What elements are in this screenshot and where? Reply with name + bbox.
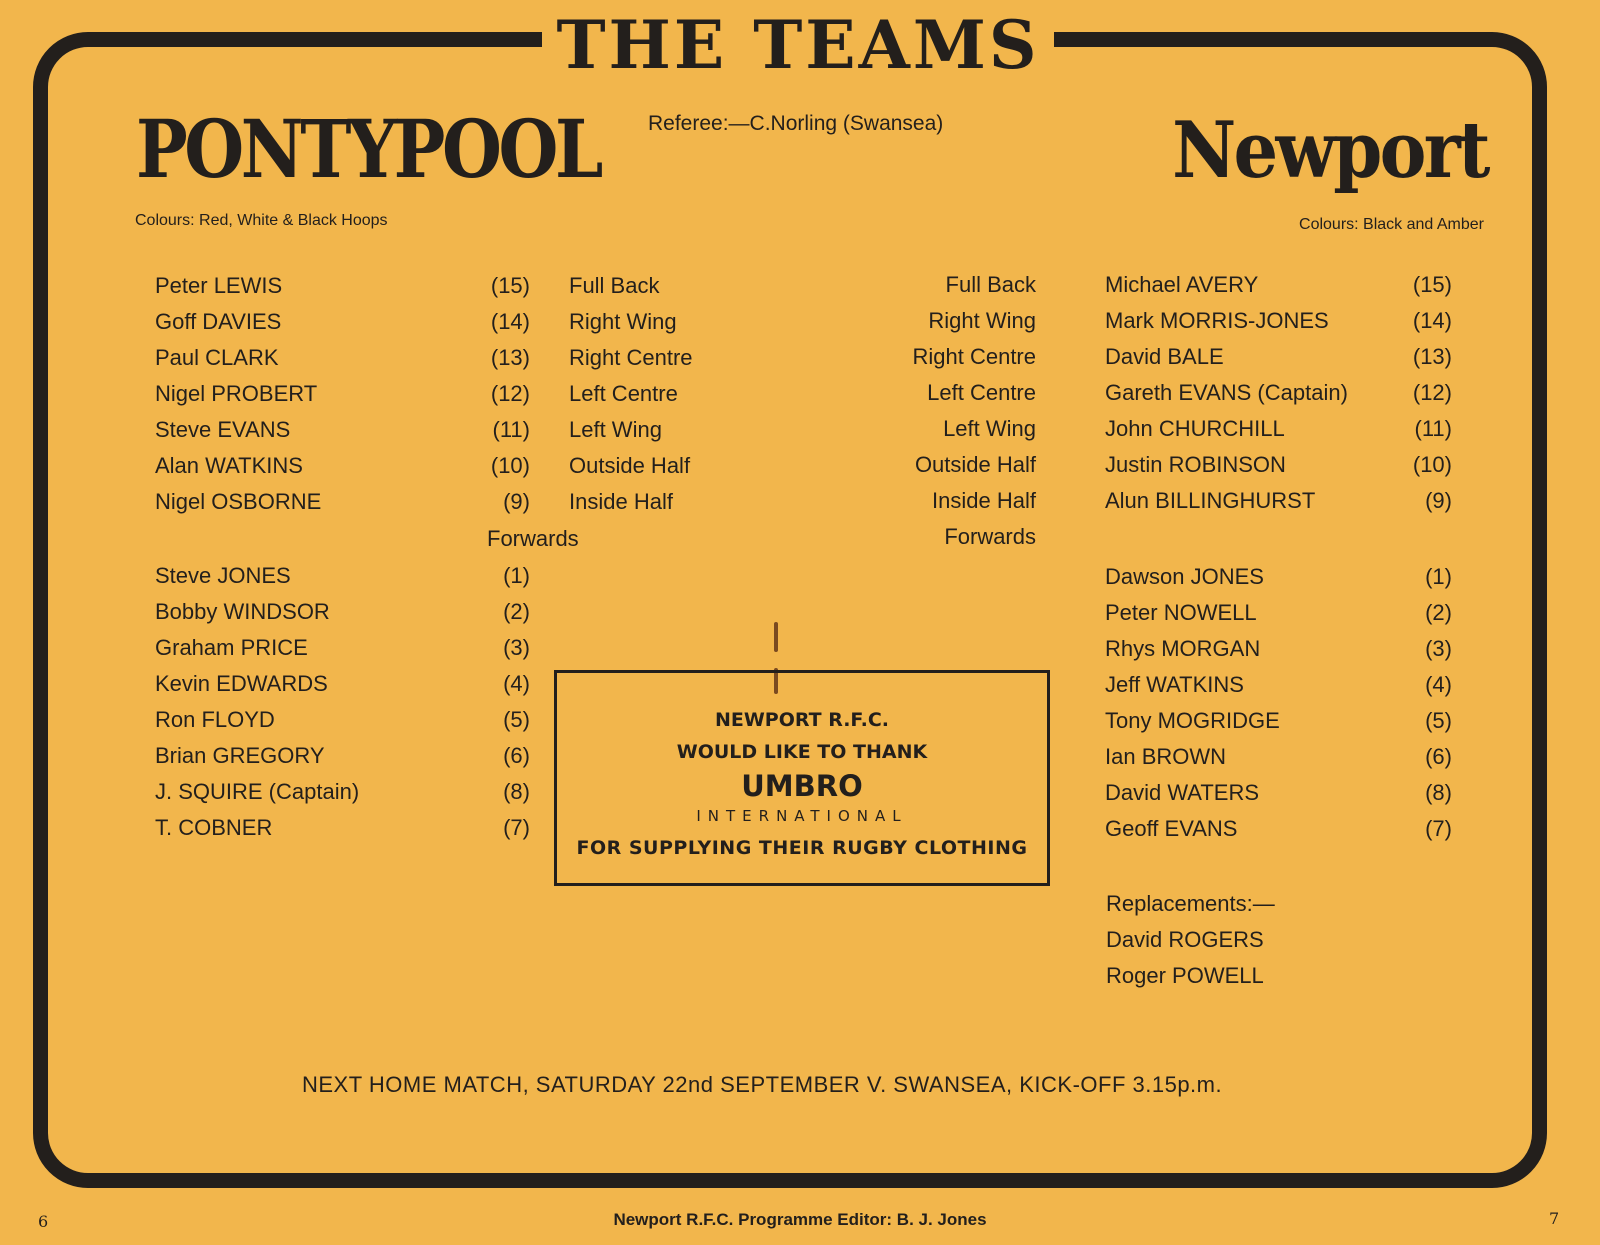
player-name: Alan WATKINS xyxy=(155,453,303,478)
player-name: Brian GREGORY xyxy=(155,743,325,768)
player-name: Geoff EVANS xyxy=(1105,816,1238,841)
player-name: Ron FLOYD xyxy=(155,707,275,732)
player-name: John CHURCHILL xyxy=(1105,416,1285,441)
title-banner xyxy=(542,0,1054,90)
position-label: Right Wing xyxy=(928,308,1036,333)
player-number: (13) xyxy=(1412,344,1452,369)
position-label: Left Centre xyxy=(927,380,1036,405)
player-number: (3) xyxy=(503,635,530,660)
player-number: (11) xyxy=(1414,416,1452,441)
player-number: (6) xyxy=(503,743,530,768)
advert-brand: UMBRO xyxy=(741,769,863,803)
home-forwards-numbers xyxy=(476,558,530,846)
position-label: Right Centre xyxy=(569,345,693,370)
player-name: Goff DAVIES xyxy=(155,309,282,334)
player-name: T. COBNER xyxy=(155,815,273,840)
player-name: Steve JONES xyxy=(155,563,291,588)
advert-brand-sub: INTERNATIONAL xyxy=(696,807,908,825)
player-number: (4) xyxy=(1425,672,1452,697)
replacements-label: Replacements:— xyxy=(1106,891,1275,916)
player-name: Justin ROBINSON xyxy=(1105,452,1286,477)
home-positions xyxy=(569,268,693,520)
player-name: J. SQUIRE (Captain) xyxy=(155,779,360,804)
player-name: Bobby WINDSOR xyxy=(155,599,330,624)
position-label: Left Centre xyxy=(569,381,678,406)
player-number: (8) xyxy=(1425,780,1452,805)
position-label: Inside Half xyxy=(932,488,1036,513)
position-label: Inside Half xyxy=(569,489,673,514)
page-number-right: 7 xyxy=(1549,1209,1560,1228)
advert-line-2: WOULD LIKE TO THANK xyxy=(676,741,928,763)
away-positions xyxy=(850,267,1036,555)
player-name: Rhys MORGAN xyxy=(1105,636,1261,661)
home-team-name: PONTYPOOL xyxy=(136,102,600,196)
player-name: David BALE xyxy=(1105,344,1224,369)
replacements xyxy=(1106,886,1275,994)
advert-line-5: FOR SUPPLYING THEIR RUGBY CLOTHING xyxy=(576,837,1028,859)
away-forwards-numbers xyxy=(1390,559,1452,847)
player-number: (1) xyxy=(503,563,530,588)
player-name: Graham PRICE xyxy=(155,635,308,660)
player-number: (12) xyxy=(490,381,530,406)
position-label: Right Wing xyxy=(569,309,677,334)
position-label: Full Back xyxy=(945,272,1036,297)
player-name: Paul CLARK xyxy=(155,345,279,370)
player-name: Steve EVANS xyxy=(155,417,291,442)
player-number: (14) xyxy=(490,309,530,334)
player-number: (3) xyxy=(1425,636,1452,661)
player-name: Peter LEWIS xyxy=(155,273,283,298)
advert-line-1: NEWPORT R.F.C. xyxy=(714,709,890,731)
away-backs-names xyxy=(1105,267,1348,519)
player-name: Peter NOWELL xyxy=(1105,600,1257,625)
player-number: (9) xyxy=(503,489,530,514)
player-number: (2) xyxy=(503,599,530,624)
player-number: (4) xyxy=(503,671,530,696)
position-label: Left Wing xyxy=(569,417,662,442)
player-name: Kevin EDWARDS xyxy=(155,671,328,696)
player-name: Tony MOGRIDGE xyxy=(1105,708,1280,733)
home-backs-numbers xyxy=(476,268,530,520)
away-forwards-names xyxy=(1105,559,1280,847)
player-number: (15) xyxy=(1412,272,1452,297)
position-label: Outside Half xyxy=(569,453,691,478)
player-name: Dawson JONES xyxy=(1105,564,1264,589)
away-backs-numbers xyxy=(1390,267,1452,519)
player-number: (7) xyxy=(1425,816,1452,841)
next-match-notice: NEXT HOME MATCH, SATURDAY 22nd SEPTEMBER V. SWANSEA, KICK-OFF 3.15p.m. xyxy=(302,1072,1223,1097)
away-forwards-label: Forwards xyxy=(944,524,1036,549)
player-number: (7) xyxy=(503,815,530,840)
position-label: Left Wing xyxy=(943,416,1036,441)
player-name: David WATERS xyxy=(1105,780,1260,805)
player-number: (2) xyxy=(1425,600,1452,625)
replacement-name: Roger POWELL xyxy=(1106,963,1264,988)
position-label: Full Back xyxy=(569,273,660,298)
player-name: Alun BILLINGHURST xyxy=(1105,488,1316,513)
player-name: Gareth EVANS (Captain) xyxy=(1105,380,1348,405)
player-number: (6) xyxy=(1425,744,1452,769)
home-backs-names xyxy=(155,268,321,520)
player-name: Nigel PROBERT xyxy=(155,381,318,406)
player-name: Mark MORRIS-JONES xyxy=(1105,308,1329,333)
away-colours: Colours: Black and Amber xyxy=(1299,216,1484,233)
home-colours: Colours: Red, White & Black Hoops xyxy=(135,212,388,229)
player-number: (10) xyxy=(490,453,530,478)
player-number: (5) xyxy=(503,707,530,732)
player-number: (8) xyxy=(503,779,530,804)
umbro-advert xyxy=(554,670,1050,886)
replacement-name: David ROGERS xyxy=(1106,927,1264,952)
player-number: (13) xyxy=(490,345,530,370)
programme-editor: Newport R.F.C. Programme Editor: B. J. Jones xyxy=(613,1210,987,1229)
staple-top xyxy=(774,622,778,652)
player-number: (15) xyxy=(490,273,530,298)
page-title: THE TEAMS xyxy=(556,6,1040,84)
home-forwards-names xyxy=(155,558,359,846)
home-forwards-label: Forwards xyxy=(487,526,579,551)
player-name: Michael AVERY xyxy=(1105,272,1259,297)
player-number: (9) xyxy=(1425,488,1452,513)
player-name: Nigel OSBORNE xyxy=(155,489,322,514)
player-name: Ian BROWN xyxy=(1105,744,1227,769)
page-number-left: 6 xyxy=(38,1212,49,1231)
player-number: (11) xyxy=(492,417,530,442)
player-number: (10) xyxy=(1412,452,1452,477)
player-number: (5) xyxy=(1425,708,1452,733)
referee: Referee:—C.Norling (Swansea) xyxy=(648,112,944,135)
player-number: (14) xyxy=(1412,308,1452,333)
position-label: Outside Half xyxy=(914,452,1036,477)
player-number: (1) xyxy=(1425,564,1452,589)
away-team-name: Newport xyxy=(1172,105,1488,196)
position-label: Right Centre xyxy=(912,344,1036,369)
player-name: Jeff WATKINS xyxy=(1105,672,1244,697)
player-number: (12) xyxy=(1412,380,1452,405)
